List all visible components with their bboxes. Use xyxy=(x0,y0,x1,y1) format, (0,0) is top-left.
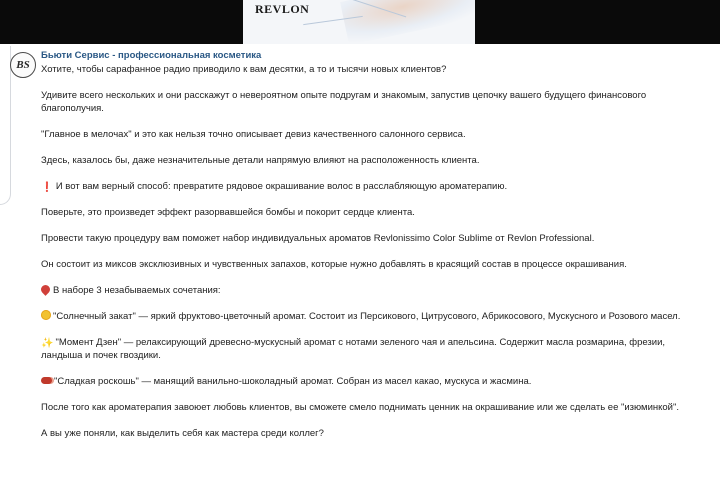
paragraph-text: И вот вам верный способ: превратите рядовое окрашивание волос в расслабляющую ароматерапию. xyxy=(55,181,508,192)
post-paragraph-sunset xyxy=(41,310,707,323)
post-paragraph: Удивите всего нескольких и они расскажут о невероятном опыте подругам и знакомым, запустив цепочку вашего будущего финансового благополучия. xyxy=(41,90,647,114)
candy-icon xyxy=(41,377,52,384)
post-paragraph: Он состоит из миксов эксклюзивных и чувственных запахов, которые нужно добавлять в красящий состав в процессе окрашивания. xyxy=(41,259,627,270)
sun-face-icon xyxy=(41,310,51,320)
image-hand-illustration xyxy=(340,0,475,44)
post-author-link[interactable]: Бьюти Сервис - профессиональная косметика xyxy=(41,50,262,61)
left-panel-edge xyxy=(0,46,11,205)
post-paragraph: Провести такую процедуру вам поможет набор индивидуальных ароматов Revlonissimo Color Sublime от Revlon Professional. xyxy=(41,233,595,244)
post-paragraph: Хотите, чтобы сарафанное радио приводило к вам десятки, а то и тысячи новых клиентов? xyxy=(41,64,447,75)
post-paragraph-set xyxy=(41,284,707,297)
exclamation-icon: ❗ xyxy=(41,182,53,193)
avatar-monogram: ВS xyxy=(16,59,30,71)
paragraph-text: "Сладкая роскошь" — манящий ванильно-шоколадный аромат. Собран из масел какао, мускуса и жасмина. xyxy=(54,376,532,387)
post-paragraph: После того как ароматерапия завоюет любовь клиентов, вы сможете смело поднимать ценник на окрашивание или же сделать ее "изюминкой". xyxy=(41,402,679,413)
post-paragraph: Поверьте, это произведет эффект разорвавшейся бомбы и покорит сердце клиента. xyxy=(41,207,415,218)
post-paragraph-zen xyxy=(41,336,707,362)
post-paragraph: "Главное в мелочах" и это как нельзя точно описывает девиз качественного салонного сервиса. xyxy=(41,129,466,140)
post-body xyxy=(41,49,707,440)
image-brand-text: REVLON xyxy=(255,2,310,16)
paragraph-text: "Момент Дзен" — релаксирующий древесно-мускусный аромат с нотами зеленого чая и апельсина. Содержит масла розмарина, фрезии, ландыша и почек гвоздики. xyxy=(41,337,666,361)
paragraph-text: "Солнечный закат" — яркий фруктово-цветочный аромат. Состоит из Персикового, Цитрусового, Абрикосового, Мускусного и Розового масел. xyxy=(53,311,681,322)
post-paragraph-warning xyxy=(41,180,707,193)
post-image-revlon[interactable] xyxy=(243,0,475,44)
sparkles-icon: ✨ xyxy=(41,338,54,349)
post-paragraph-sweet xyxy=(41,375,707,388)
post-paragraph: А вы уже поняли, как выделить себя как мастера среди коллег? xyxy=(41,428,324,439)
pushpin-icon xyxy=(39,283,52,296)
post-paragraph: Здесь, казалось бы, даже незначительные детали напрямую влияют на расположенность клиента. xyxy=(41,155,480,166)
paragraph-text: В наборе 3 незабываемых сочетания: xyxy=(53,285,221,296)
author-avatar[interactable] xyxy=(10,52,36,78)
